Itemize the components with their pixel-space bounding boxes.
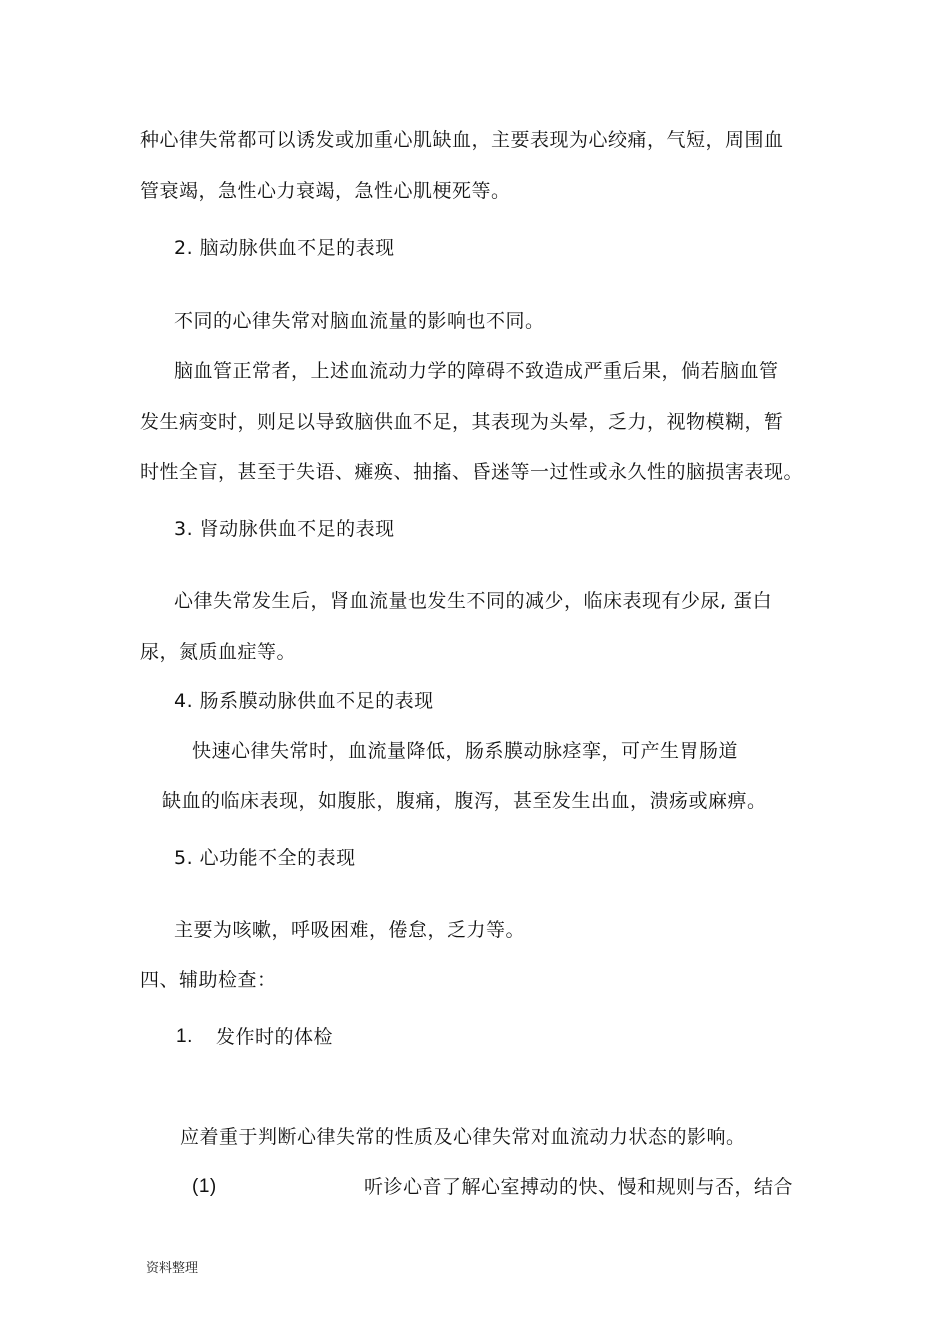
section-heading: 发作时的体检 [216, 1026, 334, 1048]
chapter-heading: 四、辅助检查： [140, 969, 277, 991]
paragraph-line: 缺血的临床表现，如腹胀，腹痛，腹泻，甚至发生出血，溃疡或麻痹。 [162, 790, 767, 812]
paragraph-line: 主要为咳嗽，呼吸困难，倦怠，乏力等。 [174, 919, 526, 941]
footer-label: 资料整理 [146, 1261, 199, 1276]
list-number: (1) [192, 1176, 217, 1197]
paragraph-line: 应着重于判断心律失常的性质及心律失常对血流动力状态的影响。 [180, 1126, 746, 1148]
section-heading: 4. 肠系膜动脉供血不足的表现 [174, 690, 434, 712]
paragraph-line: 尿，氮质血症等。 [140, 641, 297, 663]
paragraph-line: 种心律失常都可以诱发或加重心肌缺血，主要表现为心绞痛，气短，周围血 [140, 129, 784, 151]
paragraph-line: 脑血管正常者，上述血流动力学的障碍不致造成严重后果，倘若脑血管 [174, 360, 779, 382]
paragraph-line: 心律失常发生后，肾血流量也发生不同的减少，临床表现有少尿, 蛋白 [174, 590, 773, 612]
paragraph-line: 时性全盲，甚至于失语、瘫痪、抽搐、昏迷等一过性或永久性的脑损害表现。 [140, 461, 804, 483]
paragraph-line: 发生病变时，则足以导致脑供血不足，其表现为头晕，乏力，视物模糊，暂 [140, 411, 784, 433]
section-heading: 5. 心功能不全的表现 [174, 847, 356, 869]
paragraph-line: 快速心律失常时，血流量降低，肠系膜动脉痉挛，可产生胃肠道 [192, 740, 739, 762]
list-number: 1. [176, 1026, 193, 1047]
section-heading: 3. 肾动脉供血不足的表现 [174, 518, 395, 540]
paragraph-line: 不同的心律失常对脑血流量的影响也不同。 [174, 310, 545, 332]
section-heading: 2. 脑动脉供血不足的表现 [174, 237, 395, 259]
paragraph-line: 管衰竭，急性心力衰竭，急性心肌梗死等。 [140, 180, 511, 202]
paragraph-line: 听诊心音了解心室搏动的快、慢和规则与否，结合 [364, 1176, 794, 1198]
